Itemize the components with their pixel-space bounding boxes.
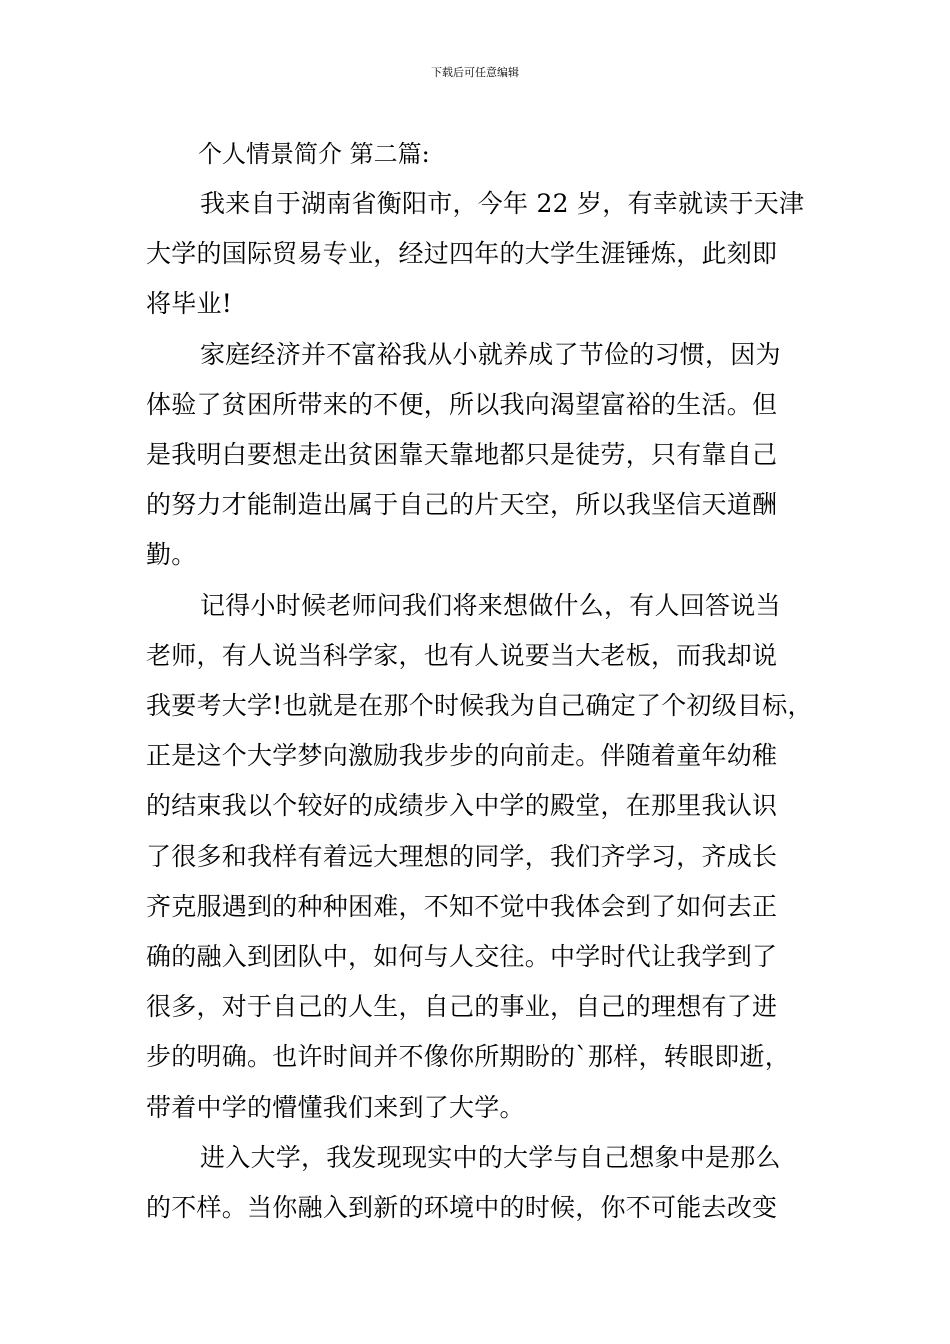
paragraph-line: 大学的国际贸易专业，经过四年的大学生涯锤炼，此刻即 <box>146 239 778 269</box>
paragraph-line: 步的明确。也许时间并不像你所期盼的`那样，转眼即逝， <box>146 1042 791 1072</box>
paragraph-line: 的结束我以个较好的成绩步入中学的殿堂，在那里我认识 <box>146 791 778 821</box>
paragraph-line: 带着中学的懵懂我们来到了大学。 <box>146 1092 525 1122</box>
paragraph-line: 记得小时候老师问我们将来想做什么，有人回答说当 <box>200 590 781 620</box>
paragraph-line: 是我明白要想走出贫困靠天靠地都只是徒劳，只有靠自己 <box>146 440 778 470</box>
paragraph-line: 家庭经济并不富裕我从小就养成了节俭的习惯，因为 <box>200 339 781 369</box>
paragraph-line: 确的融入到团队中，如何与人交往。中学时代让我学到了 <box>146 942 778 972</box>
section-title: 个人情景简介 第二篇: <box>198 140 430 168</box>
paragraph-line: 进入大学，我发现现实中的大学与自己想象中是那么 <box>200 1142 781 1172</box>
paragraph-line: 体验了贫困所带来的不便，所以我向渴望富裕的生活。但 <box>146 389 778 419</box>
paragraph-line: 将毕业! <box>146 289 233 319</box>
paragraph-line: 很多，对于自己的人生，自己的事业，自己的理想有了进 <box>146 992 778 1022</box>
paragraph-line: 正是这个大学梦向激励我步步的向前走。伴随着童年幼稚 <box>146 741 778 771</box>
paragraph-line: 老师，有人说当科学家，也有人说要当大老板，而我却说 <box>146 640 778 670</box>
document-body <box>146 129 813 1233</box>
paragraph-line: 的努力才能制造出属于自己的片天空，所以我坚信天道酬 <box>146 490 778 520</box>
paragraph-line: 我来自于湖南省衡阳市，今年 22 岁，有幸就读于天津 <box>200 189 805 218</box>
paragraph-line: 勤。 <box>146 540 197 570</box>
page-header: 下载后可任意编辑 <box>431 66 519 79</box>
paragraph-line: 了很多和我样有着远大理想的同学，我们齐学习，齐成长 <box>146 841 778 871</box>
paragraph-line: 的不样。当你融入到新的环境中的时候，你不可能去改变 <box>146 1193 778 1223</box>
paragraph-line: 我要考大学!也就是在那个时候我为自己确定了个初级目标， <box>146 691 813 721</box>
paragraph-line: 齐克服遇到的种种困难，不知不觉中我体会到了如何去正 <box>146 891 778 921</box>
